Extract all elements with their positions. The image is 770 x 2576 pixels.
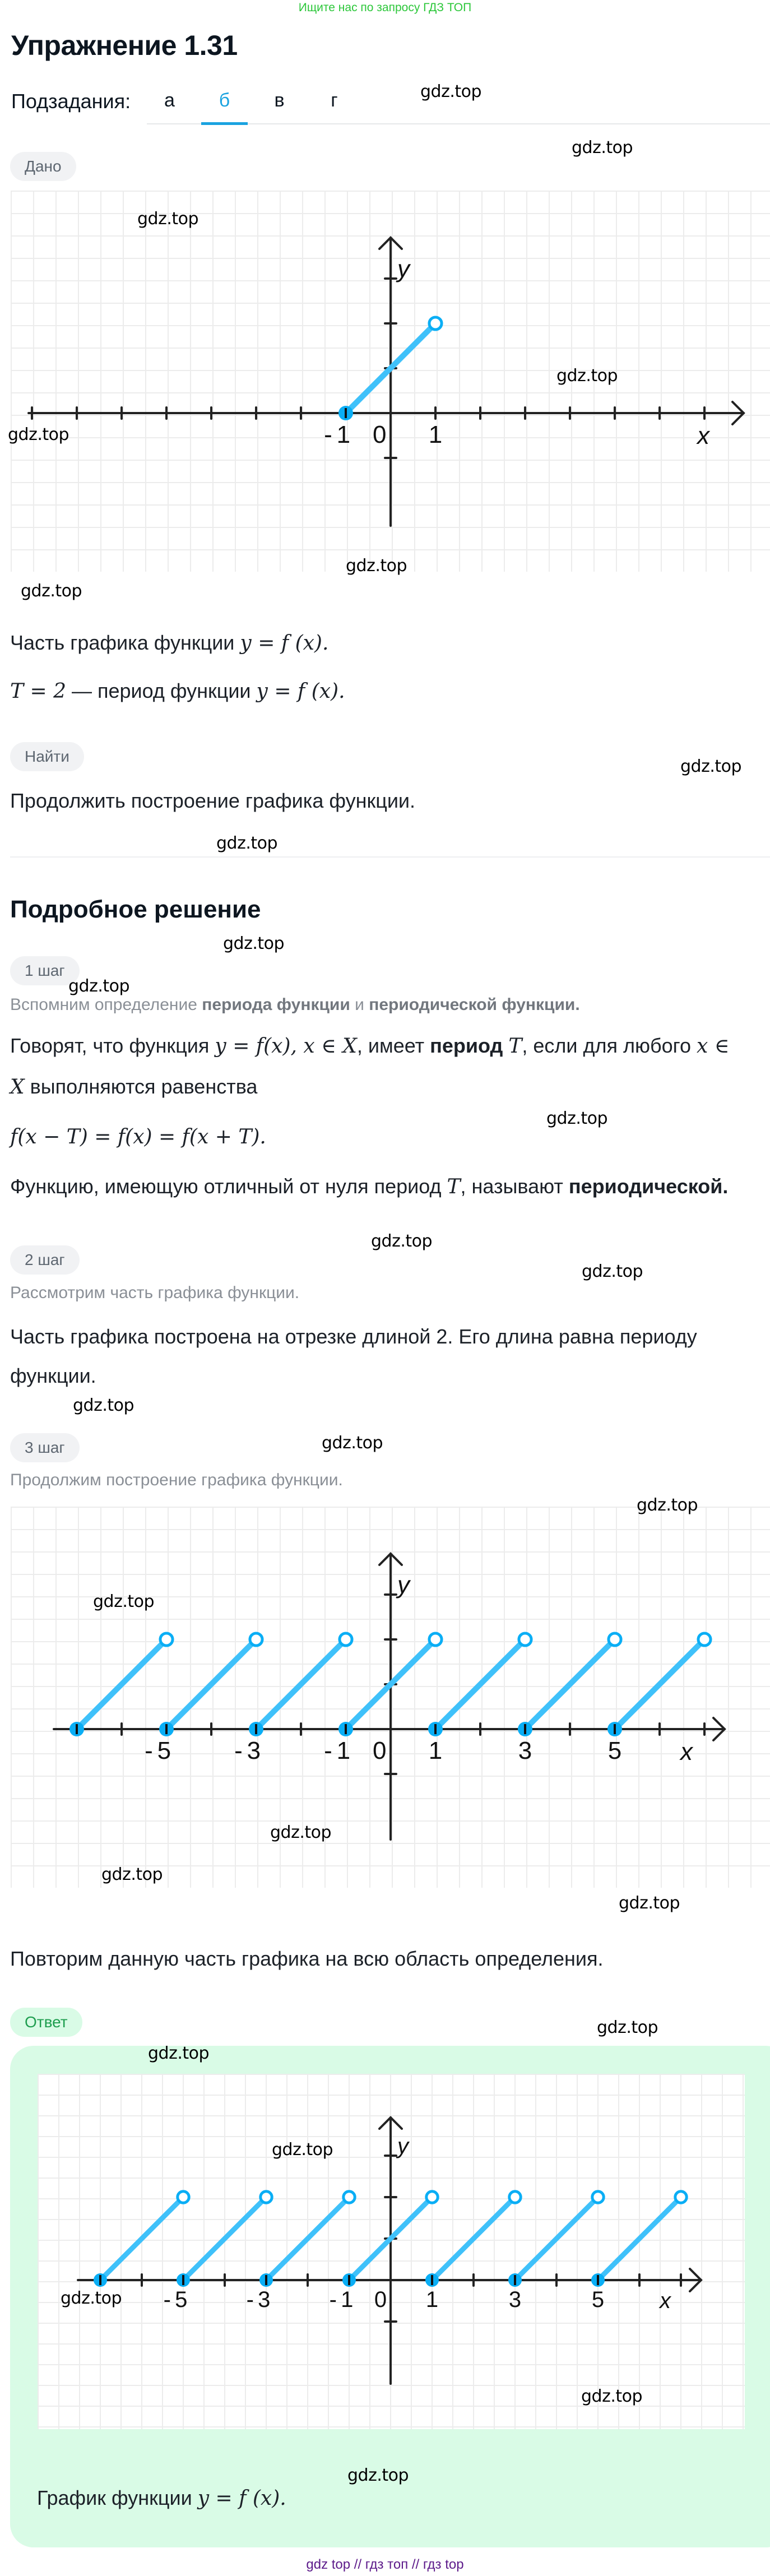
- watermark: gdz.top: [371, 1231, 433, 1251]
- watermark: gdz.top: [597, 2018, 658, 2037]
- svg-text:-3: - 3: [234, 1736, 261, 1764]
- watermark: gdz.top: [73, 1396, 134, 1415]
- step-1-para-1: Говорят, что функция y = f(x), x ∈ X, имеет период T, если для любого x ∈: [10, 1034, 730, 1058]
- svg-text:5: 5: [607, 1736, 622, 1764]
- step-3-graph: [11, 1507, 770, 1888]
- answer-text: График функции y = f (x).: [37, 2486, 286, 2510]
- open-point: [250, 1633, 262, 1646]
- watermark: gdz.top: [68, 976, 130, 996]
- watermark: gdz.top: [582, 1262, 643, 1281]
- watermark: gdz.top: [637, 1495, 698, 1515]
- svg-text:1: 1: [425, 2287, 439, 2312]
- watermark: gdz.top: [148, 2044, 210, 2063]
- open-point: [340, 1633, 352, 1646]
- given-graph: [11, 191, 770, 572]
- watermark: gdz.top: [216, 833, 278, 853]
- open-point: [592, 2192, 604, 2203]
- open-point: [426, 2192, 438, 2203]
- svg-text:0: 0: [374, 2287, 387, 2312]
- tab-b[interactable]: б: [219, 90, 230, 111]
- page-title: Упражнение 1.31: [11, 30, 238, 61]
- watermark: gdz.top: [572, 138, 633, 157]
- open-point: [519, 1633, 531, 1646]
- step-1-para-1-line-2: X выполняются равенства: [10, 1075, 258, 1099]
- svg-text:-1: - 1: [324, 1736, 351, 1764]
- step-3-subtitle: Продолжим построение графика функции.: [10, 1471, 343, 1489]
- open-point: [429, 317, 442, 330]
- open-point: [609, 1633, 621, 1646]
- svg-text:-5: - 5: [145, 1736, 171, 1764]
- watermark: gdz.top: [8, 425, 69, 444]
- tab-a[interactable]: а: [164, 90, 175, 111]
- open-point: [509, 2192, 521, 2203]
- watermark: gdz.top: [61, 2288, 122, 2308]
- step-3-after: Повторим данную часть графика на всю область определения.: [10, 1947, 604, 1970]
- svg-text:5: 5: [591, 2287, 605, 2312]
- step-1-para-2: Функцию, имеющую отличный от нуля период T, называют периодической.: [10, 1175, 729, 1198]
- svg-text:3: 3: [518, 1736, 532, 1764]
- step-2-line-2: функции.: [10, 1364, 96, 1387]
- watermark: gdz.top: [581, 2387, 643, 2406]
- svg-text:x: x: [697, 422, 709, 450]
- answer-badge: Ответ: [10, 2008, 82, 2037]
- svg-text:y: y: [397, 255, 410, 283]
- search-banner[interactable]: Ищите нас по запросу ГДЗ ТОП: [298, 1, 472, 14]
- given-line-1: Часть графика функции y = f (x).: [10, 631, 329, 655]
- period-formula: f(x − T) = f(x) = f(x + T).: [10, 1125, 266, 1148]
- svg-text:-3: - 3: [246, 2287, 271, 2312]
- find-badge: Найти: [10, 742, 84, 771]
- svg-text:y: y: [397, 1571, 410, 1599]
- watermark: gdz.top: [346, 556, 407, 576]
- given-line-2: T = 2 — период функции y = f (x).: [10, 679, 345, 703]
- watermark: gdz.top: [272, 2140, 333, 2160]
- open-point: [675, 2192, 686, 2203]
- svg-text:-1: - 1: [329, 2287, 354, 2312]
- subtasks-label: Подзадания:: [11, 90, 131, 113]
- step-2-subtitle: Рассмотрим часть графика функции.: [10, 1284, 300, 1302]
- step-1-subtitle: Вспомним определение периода функции и периодической функции.: [10, 995, 580, 1014]
- watermark: gdz.top: [21, 581, 82, 601]
- watermark: gdz.top: [347, 2466, 409, 2485]
- watermark: gdz.top: [680, 757, 742, 776]
- step-1-badge: 1 шаг: [10, 956, 80, 985]
- open-point: [344, 2192, 355, 2203]
- step-2-line-1: Часть графика построена на отрезке длиной 2. Его длина равна периоду: [10, 1325, 697, 1348]
- svg-text:x: x: [680, 1738, 693, 1766]
- watermark: gdz.top: [101, 1865, 163, 1884]
- solution-heading: Подробное решение: [10, 896, 261, 923]
- svg-text:3: 3: [508, 2287, 522, 2312]
- open-point: [698, 1633, 711, 1646]
- watermark: gdz.top: [322, 1433, 383, 1453]
- find-text: Продолжить построение графика функции.: [10, 789, 416, 812]
- open-point: [429, 1633, 442, 1646]
- watermark: gdz.top: [619, 1893, 680, 1913]
- svg-text:0: 0: [372, 420, 387, 448]
- step-2-badge: 2 шаг: [10, 1245, 80, 1275]
- answer-graph: [38, 2074, 745, 2429]
- svg-text:-5: - 5: [163, 2287, 188, 2312]
- watermark: gdz.top: [270, 1823, 332, 1842]
- open-point: [261, 2192, 272, 2203]
- step-3-badge: 3 шаг: [10, 1433, 80, 1462]
- svg-text:1: 1: [428, 420, 443, 448]
- tab-g[interactable]: г: [331, 90, 338, 111]
- svg-text:-1: - 1: [324, 420, 351, 448]
- watermark: gdz.top: [556, 366, 618, 386]
- open-point: [160, 1633, 173, 1646]
- watermark: gdz.top: [137, 209, 199, 229]
- active-tab-indicator: [201, 122, 248, 125]
- svg-text:x: x: [660, 2288, 671, 2313]
- watermark: gdz.top: [420, 82, 482, 101]
- section-divider: [10, 856, 770, 858]
- footer-links[interactable]: gdz top // гдз топ // гдз top: [306, 2557, 464, 2572]
- open-point: [178, 2192, 189, 2203]
- watermark: gdz.top: [223, 934, 285, 953]
- tab-v[interactable]: в: [274, 90, 285, 111]
- svg-text:0: 0: [372, 1736, 387, 1764]
- watermark: gdz.top: [546, 1109, 608, 1128]
- svg-text:1: 1: [428, 1736, 443, 1764]
- watermark: gdz.top: [93, 1592, 155, 1611]
- given-badge: Дано: [10, 152, 76, 181]
- svg-text:y: y: [397, 2134, 409, 2158]
